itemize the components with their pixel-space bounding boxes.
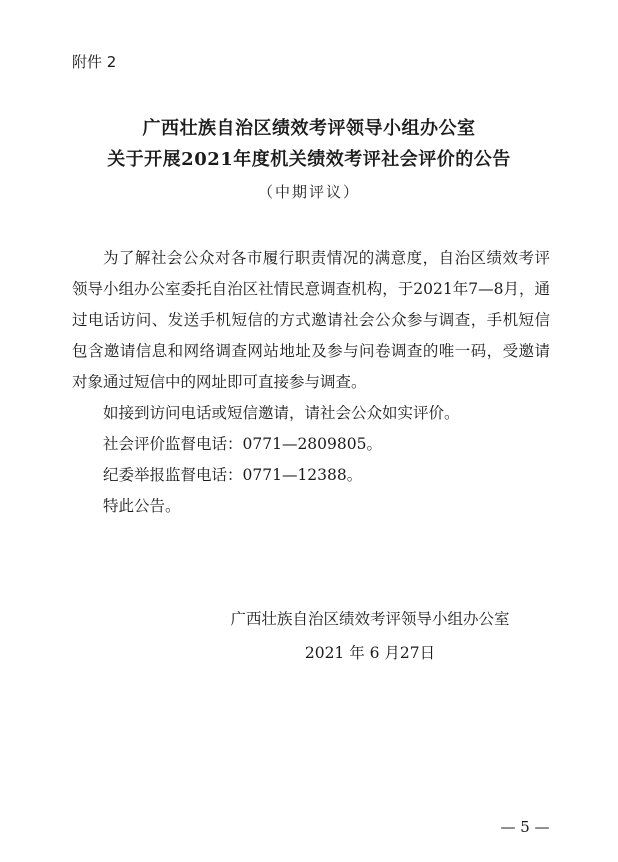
paragraph-report-phone: 纪委举报监督电话：0771—12388。 xyxy=(103,466,363,484)
document-title-line-2: 关于开展2021年度机关绩效考评社会评价的公告 xyxy=(107,149,511,170)
document-subtitle: （中期评议） xyxy=(257,183,360,201)
announcement-body xyxy=(72,243,550,522)
signature-organization: 广西壮族自治区绩效考评领导小组办公室 xyxy=(230,610,510,628)
signature-date: 2021 年 6 月27日 xyxy=(304,644,436,662)
attachment-label: 附件 2 xyxy=(72,53,117,71)
paragraph-intro: 为了解社会公众对各市履行职责情况的满意度，自治区绩效考评领导小组办公室委托自治区社情民意调查机构，于2021年7—8月，通过电话访问、发送手机短信的方式邀请社会公众参与调查，手机短信包含邀请信息和网络调查网站地址及参与问卷调查的唯一码，受邀请对象通过短信中的网址即可直接参与调查。 xyxy=(72,249,550,391)
paragraph-closing: 特此公告。 xyxy=(103,497,181,515)
document-title-line-1: 广西壮族自治区绩效考评领导小组办公室 xyxy=(142,118,476,139)
paragraph-evaluation-phone: 社会评价监督电话：0771—2809805。 xyxy=(103,435,382,453)
paragraph-request: 如接到访问电话或短信邀请，请社会公众如实评价。 xyxy=(103,404,460,422)
page-number: — 5 — xyxy=(500,818,550,836)
